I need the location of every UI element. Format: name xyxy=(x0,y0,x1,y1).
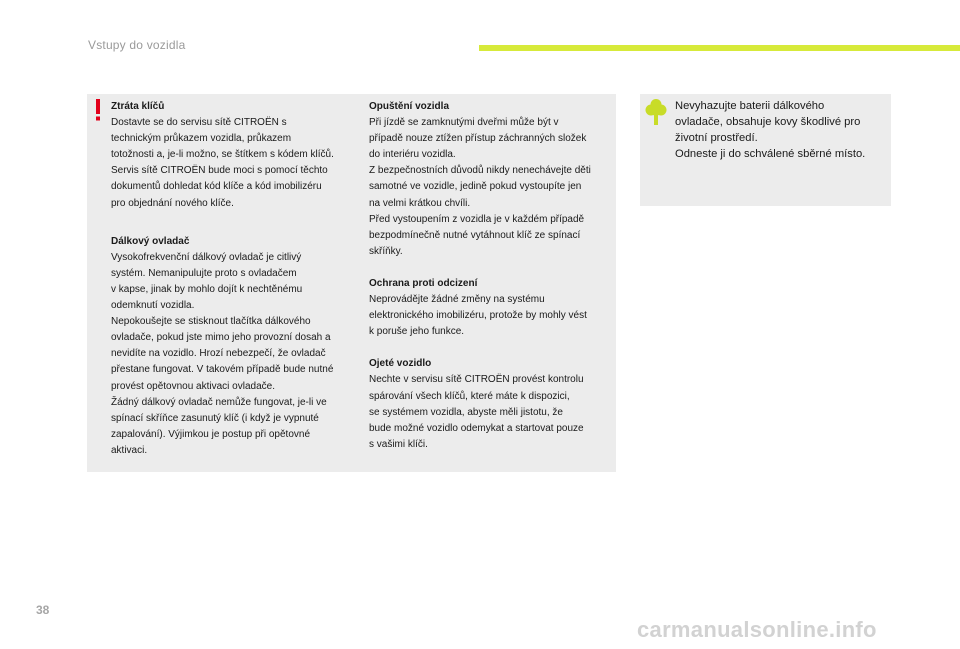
watermark[interactable]: carmanualsonline.info xyxy=(637,617,877,642)
header-accent-bar xyxy=(479,45,960,51)
warning-block-remote-control xyxy=(111,234,356,459)
warning-block-lost-keys xyxy=(111,99,356,212)
section-title: Vstupy do vozidla xyxy=(88,38,186,52)
exclamation-icon xyxy=(93,99,103,121)
warning-block-heading: Ochrana proti odcizení xyxy=(369,277,478,289)
warning-column-left xyxy=(111,99,356,475)
warning-block-heading: Dálkový ovladač xyxy=(111,235,190,247)
page-number: 38 xyxy=(36,603,50,617)
warning-block-body: Neprovádějte žádné změny na systému elektronického imobilizéru, protože by mohly vést k poruše jeho funkce. xyxy=(369,294,587,338)
warning-block-heading: Ztráta klíčů xyxy=(111,101,165,112)
warning-block-body: Vysokofrekvenční dálkový ovladač je citlivý systém. Nemanipulujte proto s ovladačem v kapse, jinak by mohlo dojít k nechtěnému odemknutí vozidla. Nepokoušejte se stisknout tlačítka dálkového ovladače, pokud jste mimo jeho provozní dosah a nevidíte na vozidlo. Hrozí nebezpečí, že ovladač přestane fungovat. V takovém případě bude nutné provést opětovnou aktivaci ovladače. Žádný dálkový ovladač nemůže fungovat, je-li ve spínací skříňce zasunutý klíč (i když je vypnuté zapalování). Výjimkou je postup při opětovné aktivaci. xyxy=(111,251,334,456)
eco-text: Nevyhazujte baterii dálkového ovladače, obsahuje kovy škodlivé pro životní prostředí. Odneste ji do schválené sběrné místo. xyxy=(675,100,866,160)
warning-block-body: Dostavte se do servisu sítě CITROËN s technickým průkazem vozidla, průkazem totožnosti a, je-li možno, se štítkem s kódem klíčů. Servis sítě CITROËN bude moci s pomocí těchto dokumentů dohledat kód klíče a kód imobilizéru pro objednání nového klíče. xyxy=(111,117,334,209)
warning-block-heading: Ojeté vozidlo xyxy=(369,358,432,370)
warning-column-right xyxy=(369,99,613,469)
warning-block-used-vehicle xyxy=(369,356,613,453)
warning-block-body: Při jízdě se zamknutými dveřmi může být v případě nouze ztížen přístup záchranných složek do interiéru vozidla. Z bezpečnostních důvodů nikdy nenechávejte děti samotné ve vozidle, jedině pokud vystoupíte jen na velmi krátkou chvíli. Před vystoupením z vozidla je v každém případě bezpodmínečně nutné vytáhnout klíč ze spínací skříňky. xyxy=(369,117,591,257)
warning-block-leaving-vehicle xyxy=(369,99,613,260)
warning-block-body: Nechte v servisu sítě CITROËN provést kontrolu spárování všech klíčů, které máte k dispozici, se systémem vozidla, abyste měli jistotu, že bude možné vozidlo odemykat a startovat pouze s vašimi klíči. xyxy=(369,374,584,450)
tree-icon xyxy=(645,99,667,125)
warning-block-theft-protection xyxy=(369,276,613,340)
warning-block-heading: Opuštění vozidla xyxy=(369,101,450,112)
